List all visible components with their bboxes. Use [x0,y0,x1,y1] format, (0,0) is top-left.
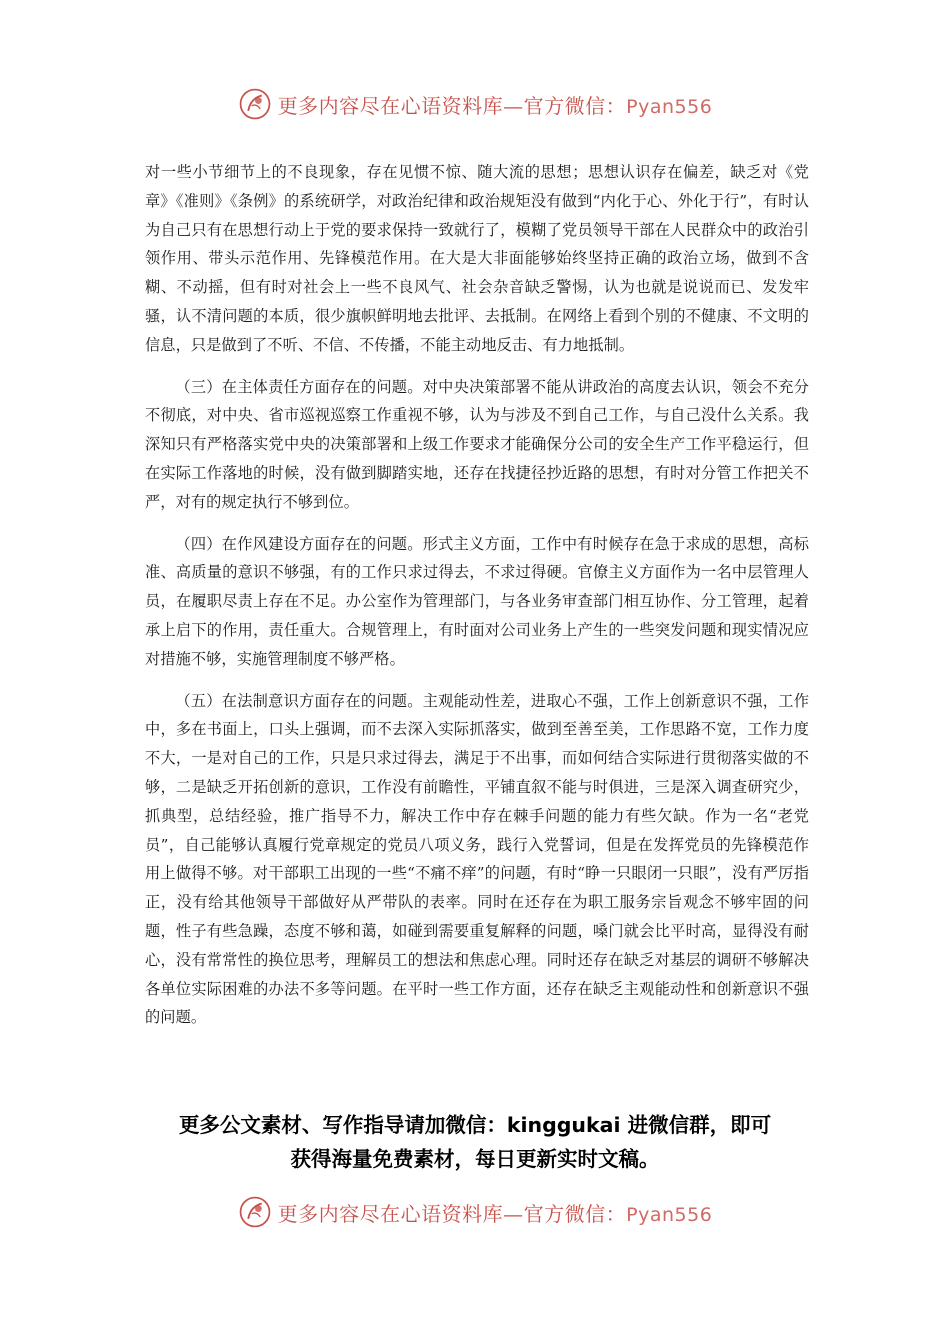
promo-line-2: 获得海量免费素材，每日更新实时文稿。 [290,1147,660,1171]
footer-banner [0,1192,950,1232]
paragraph-4: （五）在法制意识方面存在的问题。主观能动性差，进取心不强，工作上创新意识不强，工作中，多在书面上，口头上强调，而不去深入实际抓落实，做到至善至美，工作思路不宽，工作力度不大，一是对自己的工作，只是只求过得去，满足于不出事，而如何结合实际进行贯彻落实做的不够，二是缺乏开拓创新的意识，工作没有前瞻性，平铺直叙不能与时俱进，三是深入调查研究少，抓典型，总结经验，推广指导不力，解决工作中存在棘手问题的能力有些欠缺。作为一名“老党员”，自己能够认真履行党章规定的党员八项义务，践行入党誓词，但是在发挥党员的先锋模范作用上做得不够。对干部职工出现的一些“不痛不痒”的问题，有时“睁一只眼闭一只眼”，没有严厉指正，没有给其他领导干部做好从严带队的表率。同时在还存在为职工服务宗旨观念不够牢固的问题，性子有些急躁，态度不够和蔼，如碰到需要重复解释的问题，嗓门就会比平时高，显得没有耐心，没有常常性的换位思考，理解员工的想法和焦虑心理。同时还存在缺乏对基层的调研不够解决各单位实际困难的办法不多等问题。在平时一些工作方面，还存在缺乏主观能动性和创新意识不强的问题。 [145,691,809,1027]
paragraph-3: （四）在作风建设方面存在的问题。形式主义方面，工作中有时候存在急于求成的思想，高标准、高质量的意识不够强，有的工作只求过得去，不求过得硬。官僚主义方面作为一名中层管理人员，在履职尽责上存在不足。办公室作为管理部门，与各业务审查部门相互协作、分工管理，起着承上启下的作用，责任重大。合规管理上，有时面对公司业务上产生的一些突发问题和现实情况应对措施不够，实施管理制度不够严格。 [145,534,809,668]
rose-logo-icon [238,1195,272,1229]
paragraph-1: 对一些小节细节上的不良现象，存在见惯不惊、随大流的思想；思想认识存在偏差，缺乏对《党章》《准则》《条例》的系统研学，对政治纪律和政治规矩没有做到“内化于心、外化于行”，有时认为自己只有在思想行动上于党的要求保持一致就行了，模糊了党员领导干部在人民群众中的政治引领作用、带头示范作用、先锋模范作用。在大是大非面能够始终坚持正确的政治立场，做到不含糊、不动摇，但有时对社会上一些不良风气、社会杂音缺乏警惕，认为也就是说说而已、发发牢骚，认不清问题的本质，很少旗帜鲜明地去批评、去抵制。在网络上看到个别的不健康、不文明的信息，只是做到了不听、不信、不传播，不能主动地反击、有力地抵制。 [145,163,809,354]
promo-notice [120,1108,830,1176]
document-body [145,158,809,1045]
paragraph-2: （三）在主体责任方面存在的问题。对中央决策部署不能从讲政治的高度去认识，领会不充分不彻底，对中央、省市巡视巡察工作重视不够，认为与涉及不到自己工作，与自己没什么关系。我深知只有严格落实党中央的决策部署和上级工作要求才能确保分公司的安全生产工作平稳运行，但在实际工作落地的时候，没有做到脚踏实地，还存在找捷径抄近路的思想，有时对分管工作把关不严，对有的规定执行不够到位。 [145,377,809,511]
header-banner [0,84,950,124]
header-banner-text: 更多内容尽在心语资料库—官方微信：Pyan556 [277,93,713,118]
footer-banner-text: 更多内容尽在心语资料库—官方微信：Pyan556 [277,1201,713,1226]
header-wechat-id: Pyan556 [626,95,713,118]
footer-wechat-id: Pyan556 [626,1203,713,1226]
rose-logo-icon [238,87,272,121]
promo-line-1: 更多公文素材、写作指导请加微信：kinggukai 进微信群，即可 [178,1113,772,1137]
